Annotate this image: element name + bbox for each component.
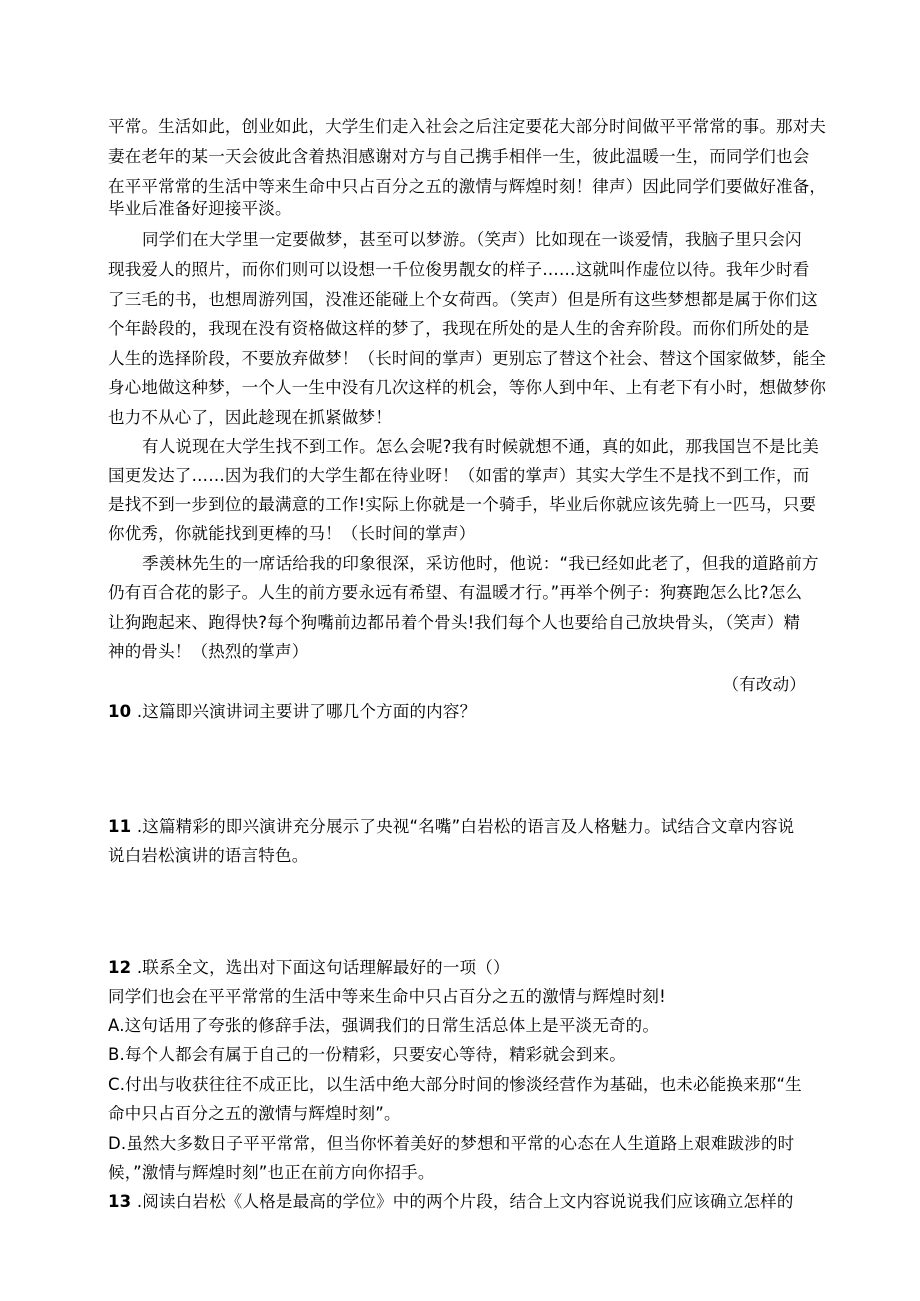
passage-line: 有人说现在大学生找不到工作。怎么会呢?我有时候就想不通，真的如此，那我国岂不是比美 [142, 437, 819, 456]
passage-line: 平常。生活如此，创业如此，大学生们走入社会之后注定要花大部分时间做平平常常的事。那对夫 [108, 117, 827, 136]
passage-line: 了三毛的书，也想周游列国，没准还能碰上个女荷西。（笑声）但是所有这些梦想都是属于你们这 [108, 290, 818, 309]
question-text: .这篇即兴演讲词主要讲了哪几个方面的内容？ [136, 702, 477, 721]
passage-line: 你优秀，你就能找到更棒的马！（长时间的掌声） [108, 524, 476, 543]
question-number: 13 [108, 1192, 132, 1211]
question-number: 12 [108, 958, 132, 977]
passage-line: 仍有百合花的影子。人生的前方要永远有希望、有温暖才行。”再举个例子：狗赛跑怎么比?怎么 [108, 583, 803, 602]
passage-line: 神的骨头！（热烈的掌声） [108, 642, 309, 661]
passage-line: 也力不从心了，因此趁现在抓紧做梦！ [108, 408, 392, 427]
question-text: .阅读白岩松《人格是最高的学位》中的两个片段，结合上文内容说说我们应该确立怎样的 [136, 1192, 794, 1211]
option-a: A.这句话用了夸张的修辞手法，强调我们的日常生活总体上是平淡无奇的。 [108, 1016, 660, 1035]
option-d-continued: 候，”激情与辉煌时刻”也正在前方向你招手。 [108, 1163, 435, 1182]
passage-line: 现我爱人的照片，而你们则可以设想一千位俊男靓女的样子……这就叫作虚位以待。我年少时看 [108, 260, 810, 279]
question-11-continued: 说白岩松演讲的语言特色。 [108, 846, 309, 865]
passage-line: 国更发达了……因为我们的大学生都在待业呀！（如雷的掌声）其实大学生不是找不到工作，而 [108, 466, 810, 485]
question-12 [108, 957, 820, 979]
question-quote: 同学们也会在平平常常的生活中等来生命中只占百分之五的激情与辉煌时刻! [108, 987, 666, 1006]
option-c: C.付出与收获往往不成正比，以生活中绝大部分时间的惨淡经营作为基础，也未必能换来那“生 [108, 1075, 802, 1094]
source-note: （有改动） [722, 675, 806, 694]
option-b: B.每个人都会有属于自己的一份精彩，只要安心等待，精彩就会到来。 [108, 1045, 626, 1064]
question-13 [108, 1191, 820, 1213]
question-10 [108, 701, 820, 723]
question-text: .这篇精彩的即兴演讲充分展示了央视“名嘴”白岩松的语言及人格魅力。试结合文章内容说 [136, 817, 795, 836]
passage-line: 在平平常常的生活中等来生命中只占百分之五的激情与辉煌时刻！律声）因此同学们要做好准备， [108, 177, 827, 196]
passage-line: 个年龄段的，我现在没有资格做这样的梦了，我现在所处的是人生的舍弃阶段。而你们所处的是 [108, 319, 810, 338]
option-d: D.虽然大多数日子平平常常，但当你怀着美好的梦想和平常的心态在人生道路上艰难跋涉的时 [108, 1134, 795, 1153]
passage-line: 毕业后准备好迎接平淡。 [108, 199, 292, 218]
passage-line: 身心地做这种梦，一个人一生中没有几次这样的机会，等你人到中年、上有老下有小时，想做梦你 [108, 378, 827, 397]
question-text: .联系全文，选出对下面这句话理解最好的一项（） [136, 958, 510, 977]
passage-line: 同学们在大学里一定要做梦，甚至可以梦游。（笑声）比如现在一谈爱情，我脑子里只会闪 [142, 230, 802, 249]
passage-line: 是找不到一步到位的最满意的工作!实际上你就是一个骑手，毕业后你就应该先骑上一匹马，只要 [108, 495, 817, 514]
question-11 [108, 816, 820, 838]
passage-line: 让狗跑起来、跑得快?每个狗嘴前边都吊着个骨头!我们每个人也要给自己放块骨头，（笑声）精 [108, 613, 801, 632]
question-number: 10 [108, 702, 132, 721]
passage-line: 妻在老年的某一天会彼此含着热泪感谢对方与自己携手相伴一生，彼此温暖一生，而同学们也会 [108, 147, 810, 166]
passage-line: 季羡林先生的一席话给我的印象很深，采访他时，他说：“我已经如此老了，但我的道路前方 [142, 554, 819, 573]
option-c-continued: 命中只占百分之五的激情与辉煌时刻”。 [108, 1104, 401, 1123]
passage-line: 人生的选择阶段，不要放弃做梦！（长时间的掌声）更别忘了替这个社会、替这个国家做梦，能全 [108, 349, 827, 368]
question-number: 11 [108, 817, 132, 836]
